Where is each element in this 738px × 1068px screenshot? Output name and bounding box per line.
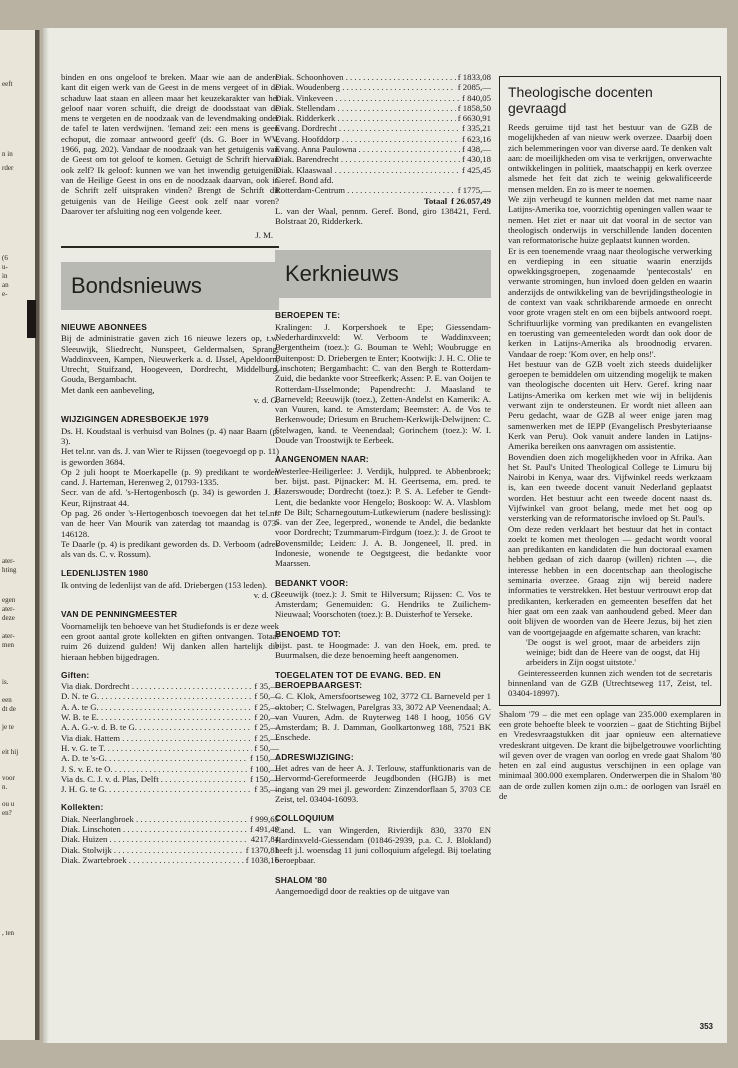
kollekte-row xyxy=(275,154,491,164)
edge-fragment: eit hij xyxy=(2,748,19,756)
box-paragraph: Er is een toenemende vraag naar theologische verwerking en verdieping in een situatie waarin enerzijds opwekkingsgroepen, zogenaamde 'pentecostals' en verwante stromingen, hun invloed doen gelden en waarin anderzijds de ontwikkeling van de bevrijdingstheologie in de context van vaak schrikbarende armoede en onrecht voor grote vragen stelt en om een bijbels antwoord roept. Schriftuurlijke vorming van predikanten en evangelisten en toerusting van gemeenteleden wordt dan ook door de kerken in Latijns-Amerika als broodnodig ervaren. Vandaar de roep: 'Kom over, en help ons!'. xyxy=(508,245,712,359)
column-left xyxy=(61,72,279,865)
edge-fragment: je te xyxy=(2,723,14,731)
kollekte-name: Diak. Klaaswaal . . . xyxy=(275,165,460,175)
heading-toegelaten: TOEGELATEN TOT DE EVANG. BED. EN BEROEPBAARGEST: xyxy=(275,669,441,690)
penning-text: Voornamelijk ten behoeve van het Studiefonds is er deze week een groot aantal grote kollekten en giften ontvangen. Totaal ruim 26 duizend gulden! Wij danken allen hartelijk die hieraan hebben bijgedragen. xyxy=(61,620,279,662)
gift-amount: f 35,— xyxy=(254,681,279,692)
edge-fragment: ater- xyxy=(2,632,15,640)
kollekte-amount: f 999,65 xyxy=(250,813,279,824)
kollekte-name: Geref. Bond afd. xyxy=(275,174,334,185)
kollekte-name: Diak. Schoonhoven . . . xyxy=(275,72,456,82)
boxed-article xyxy=(499,76,721,706)
toegelaten-text: G. C. Klok, Amersfoortseweg 102, 3772 CL Barneveld per 1 oktober; C. Stelwagen, Parelgras 33, 3072 AP Veenendaal; A. van Vuuren, Adm. de Ruyterweg 148 I hoog, 1056 GV Amsterdam; B. J. Damman, Goolkartonweg 188, 7521 BK Enschede. xyxy=(275,691,491,743)
edge-fragment: deze xyxy=(2,614,15,622)
kollekte-amount: f 1858,50 xyxy=(457,102,491,113)
kollekte-amount: f 438,— xyxy=(462,144,491,155)
kollekte-row xyxy=(275,123,491,133)
heading-benoemd: BENOEMD TOT: xyxy=(275,628,341,639)
column-right xyxy=(499,76,721,801)
edge-fragment: (6 xyxy=(2,254,8,262)
adres-line: Het tel.nr. van ds. J. van Wier te Rijssen (toegevoegd op p. 11) is geworden 3684. xyxy=(61,446,279,467)
kollekte-amount: f 1833,08 xyxy=(457,72,491,82)
edge-fragment: men xyxy=(2,641,15,649)
gift-name: Via diak. Hattem . . . xyxy=(61,733,252,743)
gift-amount: f 50,— xyxy=(254,742,279,753)
aangenomen-text: Westerlee-Heiligerlee: J. Verdijk, hulppred. te Abbenbroek; ber. bijst. past. Pijnacker: M. H. Geertsema, em. pred. te Hazerswoude; Dordrecht (toez.): P. S. A. Lefeber te Gendt-Lent, die bedankte voor Hengelo; Boskoop: W. A. Vlasblom te De Bilt; Scharnegoutum-Lutkewierum (nadere beslissing): S. van der Zee, legerpred., wonende te Andel, die bedankte voor Dordrecht; Tzummarum-Firdgum (toez.): J. de Groot te Bovensmilde; Leiden: J. A. B. Jongeneel, ll. pred. in Indonesie, wonende te Oegstgeest, die bedankte voor Maarssen. xyxy=(275,465,491,569)
gift-row xyxy=(61,712,279,722)
kollekte-row xyxy=(61,824,279,834)
edge-fragment: n. xyxy=(2,783,8,791)
kollekte-name: Diak. Stolwijk . . . xyxy=(61,845,244,855)
kollekte-name: Rotterdam-Centrum . . . xyxy=(275,185,456,195)
box-quote: 'De oogst is wel groot, maar de arbeiders zijn weinige; bidt dan de Heere van de oogst, dat Hij arbeiders in Zijn oogst uitstote.' xyxy=(526,636,700,668)
abonnees-signature: v. d. G. xyxy=(253,395,279,406)
gift-amount: f 100,— xyxy=(250,763,279,774)
kollekte-amount: f 335,21 xyxy=(462,123,491,134)
shalom-text: Shalom '79 – die met een oplage van 235.000 exemplaren in een grote behoefte bleek te voorzien – gaat de Stichting Bijbel en Vredesvraagstukken dit jaar opnieuw een alternatieve vredeskrant uitgeven. De krant die bijbelgetrouwe voorlichting wil geven over de vragen van oorlog en vrede gaat Shalom '80 heten en zal eind augustus verschijnen in een oplage van minimaal 300.000 exemplaren. Onderwerpen die in Shalom '80 aan de orde zullen komen zijn o.m.: de oorlogen van Israël en de xyxy=(499,708,721,801)
gift-row xyxy=(61,691,279,701)
kollekte-name: Diak. Vinkeveen . . . xyxy=(275,93,460,103)
giften-list xyxy=(61,681,279,794)
gift-name: W. B. te E. . . . xyxy=(61,712,252,722)
kollekte-row xyxy=(275,185,491,195)
page-number: 353 xyxy=(699,1022,713,1031)
box-paragraph: We zijn verheugd te kunnen melden dat met name naar Latijns-Amerika toe, voorzichtig openingen vallen waar te nemen. Het ziet er naar uit dat vooral in de sector van theologisch onderwijs in verschillende landen docenten van reformatorische huize geplaatst kunnen worden. xyxy=(508,194,712,246)
kollekte-amount: f 2085,— xyxy=(457,82,491,93)
kollekte-name: Diak. Ridderkerk . . . xyxy=(275,113,456,123)
edge-fragment: hting xyxy=(2,566,17,574)
kollekte-name: Diak. Huizen . . . xyxy=(61,834,249,844)
box-paragraph: Het bestuur van de GZB voelt zich steeds duidelijker geroepen te bemiddelen om uitzending mogelijk te maken van theologische docenten uit Herv. Geref. kring naar Latijns-Amerika om kerken met wie wij in belijdenis verwant zijn te ondersteunen. Er wordt niet alleen aan Peru gedacht, waar de GZB al weer enige jaren mag samenwerken met de IEPP (Evangelisch Presbyteriaanse Kerk van Peru). Ook vanuit andere landen in Latijns-Amerika bereiken ons aanvragen om assistentie. xyxy=(508,358,712,452)
gift-name: A. A. te G. . . . xyxy=(61,702,252,712)
box-paragraph: Bovendien doen zich mogelijkheden voor in Afrika. Aan het St. Paul's United Theological College te Limuru bij Nairobi in Kenya, waar drs. Vijfwinkel reeds werkzaam is, kan een tweede docent vanuit Nederland geplaatst worden. Het bestuur acht een tweede docent naast ds. Vijfwinkel van groot belang, mede met het oog op versterking van de reformatorische invloed op St. Paul's. xyxy=(508,451,712,524)
previous-page-edge xyxy=(0,30,40,1040)
edge-fragment: e- xyxy=(2,290,8,298)
adres-line: Te Daarle (p. 4) is predikant geworden ds. D. Verboom (adres als van ds. C. v. Rossum). xyxy=(61,538,279,560)
leden-text: Ik ontving de ledenlijst van de afd. Driebergen (153 leden). xyxy=(61,579,268,590)
gift-name: H. v. G. te T. . . . xyxy=(61,743,252,753)
kollekten-list xyxy=(61,814,279,865)
gift-name: J. H. G. te G. . . . xyxy=(61,784,252,794)
gift-row xyxy=(61,733,279,743)
heading-kollekten: Kollekten: xyxy=(61,802,104,813)
gift-name: A. D. te 's-G. . . . xyxy=(61,753,248,763)
colloquium-text: Cand. L. van Wingerden, Rivierdijk 830, 3370 EN Hardinxveld-Giessendam (01846-2939, p.a. C. J. Blokland) heeft j.l. woensdag 11 juni colloquium afgelegd. Bij toelating beroepbaar. xyxy=(275,824,491,866)
gift-amount: f 25,— xyxy=(254,732,279,743)
gift-row xyxy=(61,681,279,691)
total-row xyxy=(275,196,491,206)
heading-nieuwe-abonnees: NIEUWE ABONNEES xyxy=(61,321,147,332)
edge-fragment: eeft xyxy=(2,80,13,88)
edge-fragment: an xyxy=(2,281,9,289)
kollekte-row xyxy=(61,855,279,865)
kollekte-name: Evang. Anna Paulowna . . . xyxy=(275,144,460,154)
gift-amount: f 20,— xyxy=(254,712,279,723)
treasurer-address: L. van der Waal, pennm. Geref. Bond, giro 138421, Ferd. Bolstraat 20, Ridderkerk. xyxy=(275,205,491,227)
kollekte-amount: f 1038,16 xyxy=(245,854,279,865)
kollekte-amount: f 1775,— xyxy=(457,185,491,196)
section-banner-bondsnieuws: Bondsnieuws xyxy=(61,262,279,310)
kollekte-amount: 4217,84 xyxy=(250,834,279,845)
edge-fragment: rder xyxy=(2,164,14,172)
kollekte-name: Diak. Linschoten . . . xyxy=(61,824,248,834)
kollekte-amount: f 430,18 xyxy=(462,154,491,165)
adreswijziging-text: Het adres van de heer A. J. Terlouw, staffunktionaris van de Hervormd-Gereformeerde Jeugdbonden (HGJB) is met ingang van 29 mei jl. geworden: Zinzendorflaan 5, 3703 CE Zeist, tel. 03404-16093. xyxy=(275,763,491,804)
edge-fragment: dt de xyxy=(2,705,16,713)
heading-giften: Giften: xyxy=(61,669,90,680)
kollekte-name: Diak. Neerlangbroek . . . xyxy=(61,814,248,824)
divider xyxy=(61,246,279,248)
section-banner-kerknieuws: Kerknieuws xyxy=(275,250,491,298)
total-label: Totaal xyxy=(423,195,448,206)
column-middle xyxy=(275,72,491,896)
edge-fragment: is. xyxy=(2,678,9,686)
kollekte-amount: f 425,45 xyxy=(462,164,491,175)
edge-fragment: ater- xyxy=(2,557,15,565)
leden-signature: v. d. G. xyxy=(253,590,279,601)
kollekte-name: Diak. Woudenberg . . . xyxy=(275,82,456,92)
kollekte-name: Evang. Hoofddorp . . . xyxy=(275,134,460,144)
adres-line: Secr. van de afd. 's-Hertogenbosch (p. 34) is geworden J. J. Keur, Rijnstraat 44. xyxy=(61,487,279,508)
adres-line: Op pag. 26 onder 's-Hertogenbosch toevoegen dat het tel.nr. van de heer Van Mourik van zaterdag tot maandag is 073-146128. xyxy=(61,508,279,539)
beroepen-text: Kralingen: J. Korpershoek te Epe; Giessendam-Nederhardinxveld: W. Verboom te Waddinxveen; Bergentheim (toez.): G. Bouman te Wehl; Woubrugge en Buitenpost: D. Driebergen te Enter; Kootwijk: J. H. C. Olie te Linschoten; Bergambacht: C. van den Bergh te Rotterdam-Zuid, die bedankte voor Streefkerk; Assen: P. E. van Ooijen te Rotterdam-IJsselmonde; Papendrecht: J. Maasland te Barneveld; Reeuwijk (toez.), Zetten-Andelst en Kamerik: A. van Vuuren, kand. te Amsterdam; Beemster: A. de Vos te Berkenwoude; Driesum en Bruchem-Kerkwijk-Delwijnen: C. Stelwagen, kand. te Veenendaal; Gorinchem (toez.): W. I. Doude van Troostwijk te Eerbeek. xyxy=(275,321,491,446)
heading-penningmeester: VAN DE PENNINGMEESTER xyxy=(61,609,178,620)
gift-name: A. A. G.-v. d. B. te G. . . . xyxy=(61,722,252,732)
gift-amount: f 35,— xyxy=(254,784,279,795)
kollekte-row xyxy=(275,93,491,103)
heading-beroepen: BEROEPEN TE: xyxy=(275,310,341,321)
gift-amount: f 150,— xyxy=(250,753,279,764)
kollekte-row xyxy=(275,113,491,123)
abonnees-thanks: Met dank een aanbeveling, xyxy=(61,384,155,395)
gift-name: Via ds. C. J. v. d. Plas, Delft . . . xyxy=(61,774,248,784)
heading-bedankt: BEDANKT VOOR: xyxy=(275,577,349,588)
kollekte-name: Diak. Barendrecht . . . xyxy=(275,154,460,164)
kollekte-amount: f 840,05 xyxy=(462,92,491,103)
edge-fragment: egen xyxy=(2,596,16,604)
boxed-article-title: Theologische docenten gevraagd xyxy=(508,84,653,116)
edge-fragment: ater- xyxy=(2,605,15,613)
benoemd-text: bijst. past. te Hoogmade: J. van den Hoek, em. pred. te Buurmalsen, die deze benoeming heeft aangenomen. xyxy=(275,640,491,661)
magazine-page xyxy=(43,28,727,1043)
heading-ledenlijsten: LEDENLIJSTEN 1980 xyxy=(61,568,149,579)
gift-row xyxy=(61,753,279,763)
kollekte-amount: f 6630,91 xyxy=(457,113,491,124)
kollekte-row xyxy=(275,165,491,175)
kollekte-name: Evang. Dordrecht . . . xyxy=(275,123,460,133)
total-value: f 26.057,49 xyxy=(451,195,491,206)
edge-fragment: en? xyxy=(2,809,12,817)
kollekte-row xyxy=(275,82,491,92)
kollekten-continued xyxy=(275,72,491,206)
heading-colloquium: COLLOQUIUM xyxy=(275,813,335,824)
gift-amount: f 50,— xyxy=(254,691,279,702)
gift-row xyxy=(61,722,279,732)
gift-name: J. S. v. E. te O. . . . xyxy=(61,764,248,774)
kollekte-row xyxy=(275,144,491,154)
edge-fragment: u- xyxy=(2,263,8,271)
gift-row xyxy=(61,774,279,784)
kollekte-row xyxy=(275,72,491,82)
edge-fragment: in xyxy=(2,272,8,280)
kollekte-row xyxy=(275,175,491,185)
kollekte-amount: f 623,16 xyxy=(462,133,491,144)
kollekte-amount: f 1370,81 xyxy=(245,844,279,855)
article-signature: J. M. xyxy=(255,230,273,241)
shalom-intro: Aangemoedigd door de reakties op de uitgave van xyxy=(275,886,450,896)
gift-amount: f 25,— xyxy=(254,722,279,733)
page-gutter-shadow xyxy=(35,30,39,1040)
box-closing: Geinteresseerden kunnen zich wenden tot de secretaris binnenland van de GZB (Utrechtseweg 117, Zeist, tel. 03404-18997). xyxy=(508,667,712,699)
kollekte-name: Diak. Stellendam . . . xyxy=(275,103,456,113)
adres-line: Op 2 juli hoopt te Moerkapelle (p. 9) predikant te worden cand. J. Harteman, Herenweg 2, 01793-1335. xyxy=(61,466,279,488)
edge-black-bar xyxy=(27,300,36,338)
adres-line: Ds. H. Koudstaal is verhuisd van Bolnes (p. 4) naar Baarn (p. 3). xyxy=(61,425,279,446)
kollekte-row xyxy=(275,134,491,144)
kollekte-amount: f 491,49 xyxy=(250,824,279,835)
kollekte-name: Diak. Zwartebroek . . . xyxy=(61,855,244,865)
gift-name: D. N. te G. . . . xyxy=(61,691,252,701)
kollekte-row xyxy=(275,103,491,113)
gift-row xyxy=(61,784,279,794)
box-paragraph: Reeds geruime tijd tast het bestuur van de GZB de mogelijkheden af van nieuw werk overzee. Daarbij doen zich belemmeringen voor van diverse aard. Te denken valt aan: de moeilijkheden om visa te verkrijgen, onverwachte ontwikkelingen in politiek, maatschappij en kerk overzee alsmede het feit dat zich te weinig gekwalificeerde mensen melden. En zo is meer te noemen. xyxy=(508,122,712,194)
edge-fragment: n in xyxy=(2,150,13,158)
gift-row xyxy=(61,764,279,774)
edge-fragment: voor xyxy=(2,774,15,782)
heading-adreswijziging: ADRESWIJZIGING: xyxy=(275,751,354,762)
article-ending: binden en ons ongeloof te breken. Maar wie aan de andere kant dit eigen werk van de Geest in de mens vergeet of in de schaduw laat staan en alleen maar het keuzekarakter van het geloof naar voren schuift, die dreigt de doodsstaat van de mens te vergeten en de noodzaak van de levendmaking onder de tafel te laten verdwijnen. 'Iemand zei: een mens is geen echoput, die zomaar antwoord geeft' (ds. G. Boer in WV, 1966, pag. 202). Vandaar de noodzaak van het getuigenis van de Geest om tot geloof te komen. Getuigt de Schrift hiervan ook zelf? Ik geloof: kunnen we van het inwendig getuigenis van de Heilige Geest in ons en de noodzaak daarvan, ook in de Schrift zelf uitspraken vinden? Brengt de Schrift dit getuigenis van de Heilige Geest ook zelf naar voren? Daarover ter afsluiting nog een volgende keer. xyxy=(61,72,279,216)
heading-adresboekje: WIJZIGINGEN ADRESBOEKJE 1979 xyxy=(61,414,209,425)
gift-amount: f 150,— xyxy=(250,773,279,784)
box-paragraph: Om deze reden verklaart het bestuur dat het in contact zoekt te komen met theologen — gedacht wordt vooral aan predikanten en kandidaten die hun doctoraal examen hebben gedaan of zich daarop (willen) richten —, die interesse hebben in een docentschap aan theologische seminaria overzee. Graag zijn wij bereid nadere informaties te verstrekken. Het bestuur vertrouwt erop dat predikanten, kerkeraden en gemeenten beseffen dat het hier gaat om een zaak van aanhoudend gebed. Meer dan ooit blijven de woorden van de Heere Jezus, bij het zien van de voortgejaagde en afgematte scharen, van kracht: xyxy=(508,523,712,637)
edge-fragment: , ten xyxy=(2,929,15,937)
bedankt-text: Reeuwijk (toez.): J. Smit te Hilversum; Rijssen: C. Vos te Amsterdam; Genemuiden: G. Hendriks te Zuilichem-Nieuwaal; Voorschoten (toez.): B. Duisterhof te Yerseke. xyxy=(275,588,491,620)
gift-amount: f 25,— xyxy=(254,701,279,712)
kollekte-row xyxy=(61,814,279,824)
kollekte-row xyxy=(61,845,279,855)
edge-fragment: ou u xyxy=(2,800,15,808)
heading-aangenomen: AANGENOMEN NAAR: xyxy=(275,454,369,465)
gift-name: Via diak. Dordrecht . . . xyxy=(61,681,252,691)
gift-row xyxy=(61,743,279,753)
kollekte-row xyxy=(61,834,279,844)
heading-shalom: SHALOM '80 xyxy=(275,874,327,885)
edge-fragment: een xyxy=(2,696,12,704)
gift-row xyxy=(61,702,279,712)
abonnees-text: Bij de administratie gaven zich 16 nieuwe lezers op, t.w. Sleeuwijk, Sliedrecht, Nunspeet, Geldermalsen, Sprang, Waddinxveen, Kampen, Nieuwerkerk a. d. IJssel, Apeldoorn, Utrecht, Stuifzand, Hoogeveen, Dordrecht, Middelburg, Gouda, Bergambacht. xyxy=(61,333,279,385)
